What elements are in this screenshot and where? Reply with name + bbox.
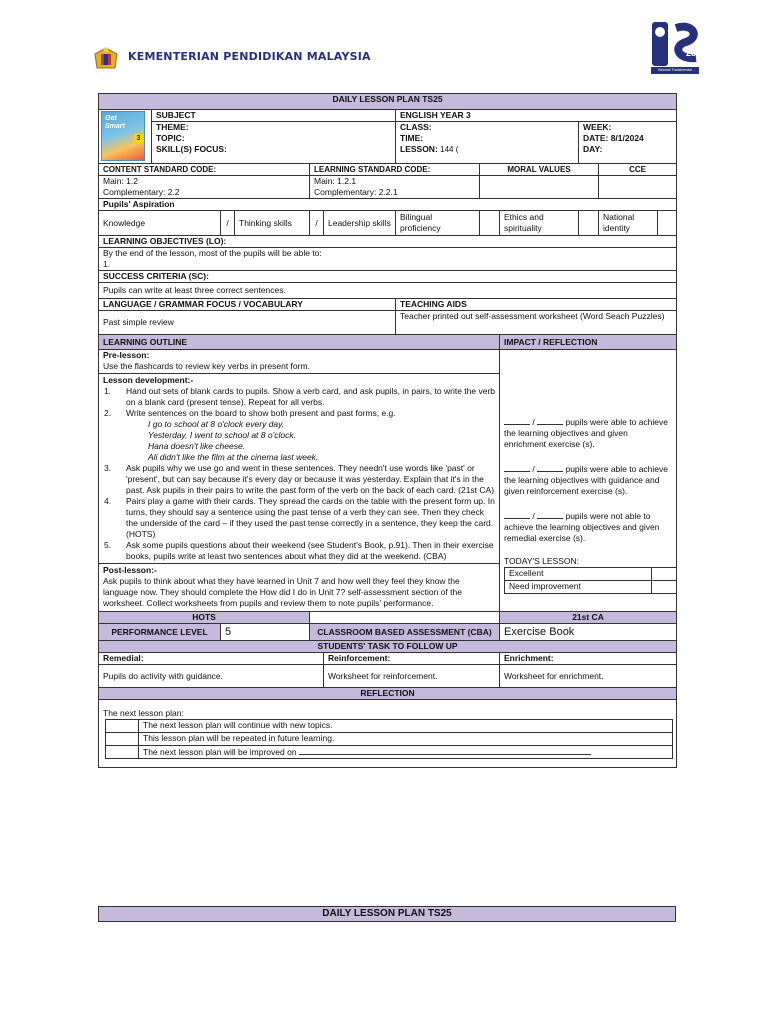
example-1: I go to school at 8 o'clock every day. xyxy=(148,419,285,429)
subject-value: ENGLISH YEAR 3 xyxy=(396,110,677,122)
lo-label: LEARNING OBJECTIVES (LO): xyxy=(99,236,677,248)
hots-label: HOTS xyxy=(99,612,310,624)
step-3: 3. Ask pupils why we use go and went in these sentences. They needn't use words like 'past' or 'present', but can say because it's every day or because it was yesterday. Explain that it's in the past. Ask pupils in their pairs to write the past form of the verb on the back of each card. (21st CA) xyxy=(104,463,495,495)
example-2: Yesterday, I went to school at 8 o'clock. xyxy=(148,430,296,440)
rating-excellent-box[interactable] xyxy=(652,568,677,581)
enrichment-text: Worksheet for enrichment. xyxy=(500,665,677,688)
next-option-1: The next lesson plan will continue with new topics. xyxy=(139,720,673,733)
book-title-line2: Smart xyxy=(105,123,125,130)
time-label: TIME: xyxy=(400,133,424,143)
example-3: Hana doesn't like cheese. xyxy=(148,441,246,451)
cba-label: CLASSROOM BASED ASSESSMENT (CBA) xyxy=(310,624,500,641)
subject-label: SUBJECT xyxy=(152,110,396,122)
next-option-3-checkbox[interactable] xyxy=(106,746,139,759)
task-follow-up-label: STUDENTS' TASK TO FOLLOW UP xyxy=(99,641,677,653)
ca-label: 21st CA xyxy=(500,612,677,624)
reinforcement-text: Worksheet for reinforcement. xyxy=(324,665,500,688)
lesson-label: LESSON: xyxy=(400,144,438,154)
pre-lesson-label: Pre-lesson: xyxy=(103,350,150,360)
skills-label: SKILL(S) FOCUS: xyxy=(156,144,227,154)
learning-outline-label: LEARNING OUTLINE xyxy=(99,335,500,350)
learning-complementary: Complementary: 2.2.1 xyxy=(314,187,398,197)
post-lesson-text: Ask pupils to think about what they have learned in Unit 7 and how well they feel they know the language now. They should complete the How did I do in Unit 7? self-assessment section of the worksheet. Collect worksheets from pupils and review them to note pupils' performance. xyxy=(103,576,462,608)
rating-table xyxy=(504,567,677,594)
logo-number: 25 xyxy=(686,48,697,58)
aspiration-bilingual: Bilingual proficiency xyxy=(396,211,480,236)
lesson-dev-label: Lesson development:- xyxy=(103,375,194,385)
language-focus-value: Past simple review xyxy=(99,311,396,335)
sc-text: Pupils can write at least three correct sentences. xyxy=(99,283,677,299)
plan-title: DAILY LESSON PLAN TS25 xyxy=(99,94,677,110)
next-option-2: This lesson plan will be repeated in future learning. xyxy=(139,733,673,746)
logo-subtitle: Sekolah Transformasi xyxy=(651,67,699,74)
aspiration-bilingual-mark xyxy=(480,211,500,236)
next-lesson-options xyxy=(105,719,673,759)
content-standard-label: CONTENT STANDARD CODE: xyxy=(99,164,310,176)
theme-label: THEME: xyxy=(156,122,189,132)
step-2: 2. Write sentences on the board to show both present and past forms, e.g. I go to school at 8 o'clock every day. Yesterday, I went to school at 8 o'clock. Hana doesn't like cheese. Ali didn't like the film at the cinema last week. xyxy=(103,408,495,463)
next-option-2-checkbox[interactable] xyxy=(106,733,139,746)
post-lesson-label: Post-lesson:- xyxy=(103,565,157,575)
next-option-3: The next lesson plan will be improved on xyxy=(139,746,673,759)
performance-level-label: PERFORMANCE LEVEL xyxy=(99,624,221,641)
impact-3: / pupils were not able to achieve the learning objectives and given remedial exercise (s). xyxy=(504,511,660,543)
ts25-logo xyxy=(650,20,700,74)
book-level: 3 xyxy=(134,134,143,143)
ministry-crest-icon xyxy=(92,44,120,72)
cce-label: CCE xyxy=(599,164,677,176)
next-page-title: DAILY LESSON PLAN TS25 xyxy=(98,906,676,922)
impact-2: / pupils were able to achieve the learning objectives with guidance and given reinforcement exercise (s). xyxy=(504,464,669,496)
content-main: Main: 1.2 xyxy=(103,176,138,186)
language-focus-label: LANGUAGE / GRAMMAR FOCUS / VOCABULARY xyxy=(99,299,396,311)
reflection-label: REFLECTION xyxy=(99,688,677,700)
aspiration-label: Pupils' Aspiration xyxy=(99,199,677,211)
rating-need-improvement: Need improvement xyxy=(505,581,652,594)
todays-lesson-label: TODAY'S LESSON: xyxy=(504,556,579,566)
aspiration-knowledge-mark: / xyxy=(221,211,235,236)
learning-main: Main: 1.2.1 xyxy=(314,176,357,186)
rating-excellent: Excellent xyxy=(505,568,652,581)
reinforcement-label: Reinforcement: xyxy=(324,653,500,665)
next-option-1-checkbox[interactable] xyxy=(106,720,139,733)
ministry-name: KEMENTERIAN PENDIDIKAN MALAYSIA xyxy=(128,50,371,63)
enrichment-label: Enrichment: xyxy=(500,653,677,665)
step-1: 1. Hand out sets of blank cards to pupils. Show a verb card, and ask pupils, in pairs, to write the verb on a blank card (present tense). Repeat for all verbs. xyxy=(104,386,495,407)
lesson-steps xyxy=(103,386,495,562)
day-label: DAY: xyxy=(583,144,603,154)
moral-values-label: MORAL VALUES xyxy=(480,164,599,176)
lo-item: 1. xyxy=(103,259,111,269)
example-4: Ali didn't like the film at the cinema last week. xyxy=(148,452,319,462)
step-5: 5. Ask some pupils questions about their weekend (see Student's Book, p.91). Then in their exercise books, pupils write at least two sentences about what they did at the weekend. (CBA) xyxy=(104,540,494,561)
lo-text: By the end of the lesson, most of the pupils will be able to: xyxy=(103,248,322,258)
date-label: DATE: 8/1/2024 xyxy=(583,133,644,143)
aspiration-thinking: Thinking skills xyxy=(235,211,310,236)
teaching-aids-label: TEACHING AIDS xyxy=(396,299,677,311)
aspiration-ethics-mark xyxy=(579,211,599,236)
aspiration-national: National identity xyxy=(599,211,658,236)
pre-lesson-text: Use the flashcards to review key verbs in present form. xyxy=(103,361,310,371)
teaching-aids-value: Teacher printed out self-assessment worksheet (Word Seach Puzzles) xyxy=(396,311,677,335)
aspiration-knowledge: Knowledge xyxy=(99,211,221,236)
class-label: CLASS: xyxy=(400,122,432,132)
aspiration-ethics: Ethics and spirituality xyxy=(500,211,579,236)
remedial-label: Remedial: xyxy=(99,653,324,665)
textbook-cover xyxy=(99,110,152,164)
impact-label: IMPACT / REFLECTION xyxy=(500,335,677,350)
impact-1: / pupils were able to achieve the learning objectives and given enrichment exercise (s). xyxy=(504,417,669,449)
step-4: 4. Pairs play a game with their cards. They spread the cards on the table with the present form up. In turns, they should say a sentence using the past tense of a verb they can see. Then they check the underside of the card – if they used the past tense correctly in a sentence, they keep the card. (HOTS) xyxy=(104,496,495,539)
aspiration-national-mark xyxy=(658,211,677,236)
content-complementary: Complementary: 2.2 xyxy=(103,187,180,197)
topic-label: TOPIC: xyxy=(156,133,185,143)
learning-standard-label: LEARNING STANDARD CODE: xyxy=(310,164,480,176)
lesson-value: 144 ( xyxy=(440,145,459,154)
week-label: WEEK: xyxy=(583,122,612,132)
book-title-line1: Get xyxy=(105,115,117,122)
lesson-plan-table xyxy=(98,93,677,768)
sc-label: SUCCESS CRITERIA (SC): xyxy=(99,271,677,283)
cba-value: Exercise Book xyxy=(500,624,677,641)
next-lesson-label: The next lesson plan: xyxy=(103,708,184,718)
aspiration-leadership: Leadership skills xyxy=(324,211,396,236)
remedial-text: Pupils do activity with guidance. xyxy=(99,665,324,688)
performance-level-value: 5 xyxy=(221,624,310,641)
aspiration-thinking-mark: / xyxy=(310,211,324,236)
rating-need-improvement-box[interactable] xyxy=(652,581,677,594)
